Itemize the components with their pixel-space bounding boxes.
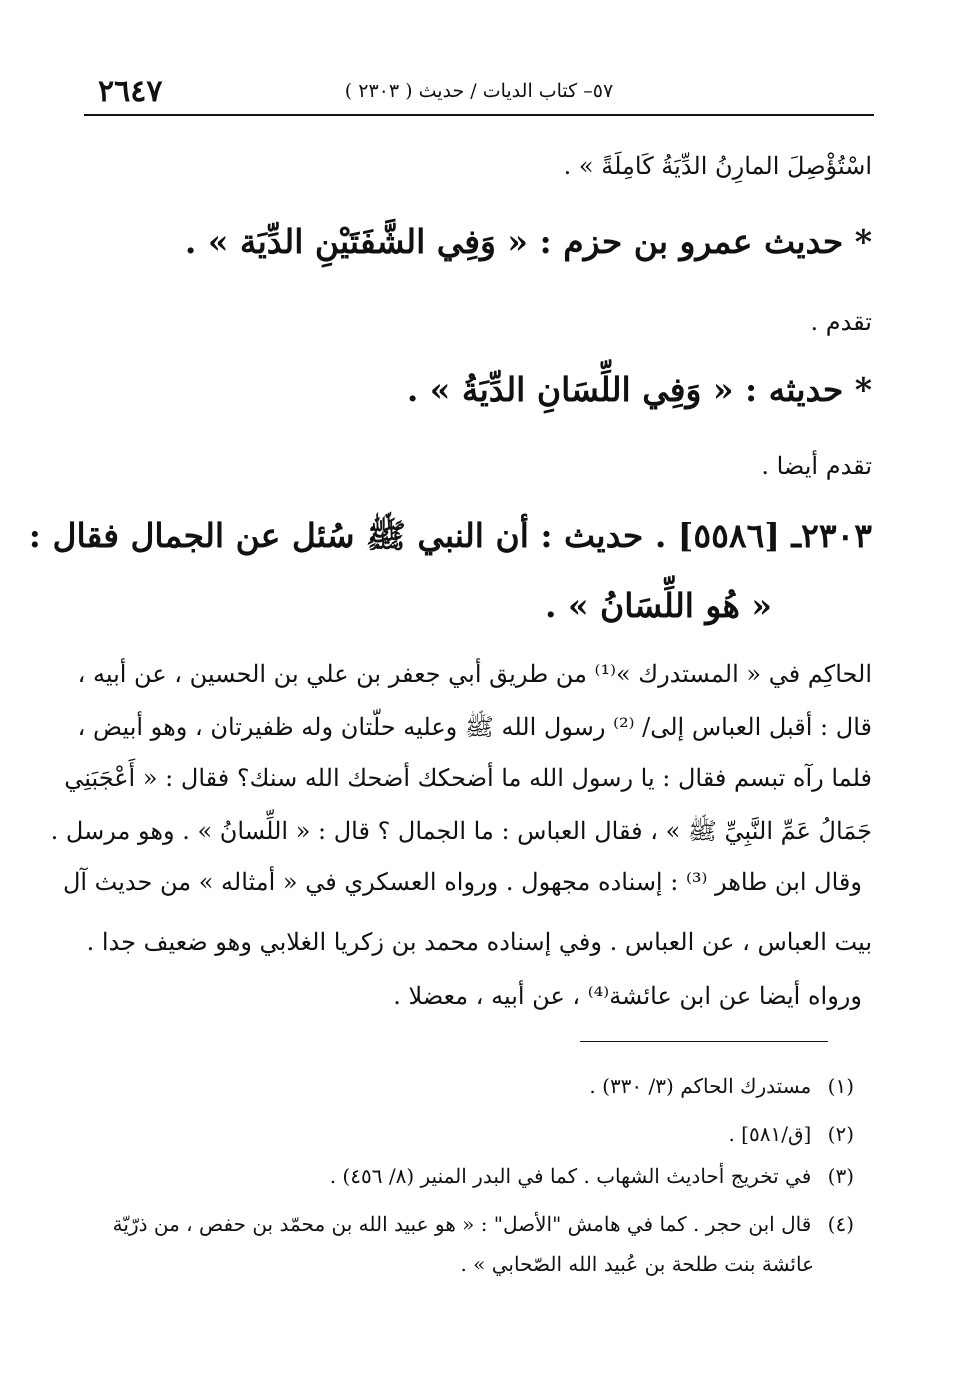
footnote-4-continuation: عائشة بنت طلحة بن عُبيد الله الصّحابي » . bbox=[460, 1252, 814, 1276]
footnote-divider bbox=[580, 1041, 828, 1042]
section-heading: * حديث عمرو بن حزم : « وَفِي الشَّفَتَيْنِ الدِّيَة » . bbox=[184, 222, 872, 261]
footnote-2 bbox=[86, 1122, 854, 1146]
paragraph-line: وقال ابن طاهر ⁽³⁾ : إسناده مجهول . ورواه العسكري في « أمثاله » من حديث آل bbox=[62, 868, 862, 896]
footnote-text: في تخريج أحاديث الشهاب . كما في البدر المنير (٨/ ٤٥٦) . bbox=[329, 1164, 812, 1188]
page-number: ٢٦٤٧ bbox=[98, 74, 163, 109]
footnote-number: (٤) bbox=[827, 1212, 854, 1236]
text-line: تقدم أيضا . bbox=[761, 452, 872, 480]
hadith-heading: ٢٣٠٣ـ [٥٥٨٦] . حديث : أن النبي ﷺ سُئل عن الجمال فقال : bbox=[28, 516, 872, 555]
footnote-text: قال ابن حجر . كما في هامش "الأصل" : « هو عبيد الله بن محمّد بن حفص ، من ذرّيّة bbox=[112, 1212, 812, 1236]
paragraph-line: فلما رآه تبسم فقال : يا رسول الله ما أضحكك أضحك الله سنك؟ فقال : « أَعْجَبَنِي bbox=[64, 764, 872, 792]
footnote-text: [ق/٥٨١] . bbox=[728, 1122, 812, 1146]
paragraph-line: الحاكِم في « المستدرك »⁽¹⁾ من طريق أبي جعفر بن علي بن الحسين ، عن أبيه ، bbox=[77, 660, 872, 688]
footnote-number: (٢) bbox=[827, 1122, 854, 1146]
paragraph-line: قال : أقبل العباس إلى/ ⁽²⁾ رسول الله ﷺ وعليه حلّتان وله ظفيرتان ، وهو أبيض ، bbox=[77, 713, 872, 741]
footnote-number: (١) bbox=[827, 1074, 854, 1098]
section-heading: * حديثه : « وَفِي اللِّسَانِ الدِّيَةُ » . bbox=[406, 370, 872, 409]
footnote-4 bbox=[86, 1212, 854, 1236]
paragraph-line: جَمَالُ عَمِّ النَّبِيِّ ﷺ » ، فقال العباس : ما الجمال ؟ قال : « اللِّسانُ » . وهو مرسل . bbox=[50, 817, 872, 845]
running-head: ٥٧– كتاب الديات / حديث ( ٢٣٠٣ ) bbox=[344, 80, 614, 102]
paragraph-line: ورواه أيضا عن ابن عائشة⁽⁴⁾ ، عن أبيه ، معضلا . bbox=[393, 982, 862, 1010]
footnote-1 bbox=[86, 1074, 854, 1098]
text-line: اسْتُؤْصِلَ المارِنُ الدِّيَةُ كَامِلَةً » . bbox=[563, 152, 872, 180]
paragraph-line: بيت العباس ، عن العباس . وفي إسناده محمد بن زكريا الغلابي وهو ضعيف جدا . bbox=[86, 928, 872, 956]
footnote-text: مستدرك الحاكم (٣/ ٣٣٠) . bbox=[589, 1074, 812, 1098]
footnote-number: (٣) bbox=[827, 1164, 854, 1188]
footnote-3 bbox=[86, 1164, 854, 1188]
hadith-heading-continuation: « هُو اللِّسَانُ » . bbox=[544, 586, 772, 625]
text-line: تقدم . bbox=[810, 308, 872, 336]
